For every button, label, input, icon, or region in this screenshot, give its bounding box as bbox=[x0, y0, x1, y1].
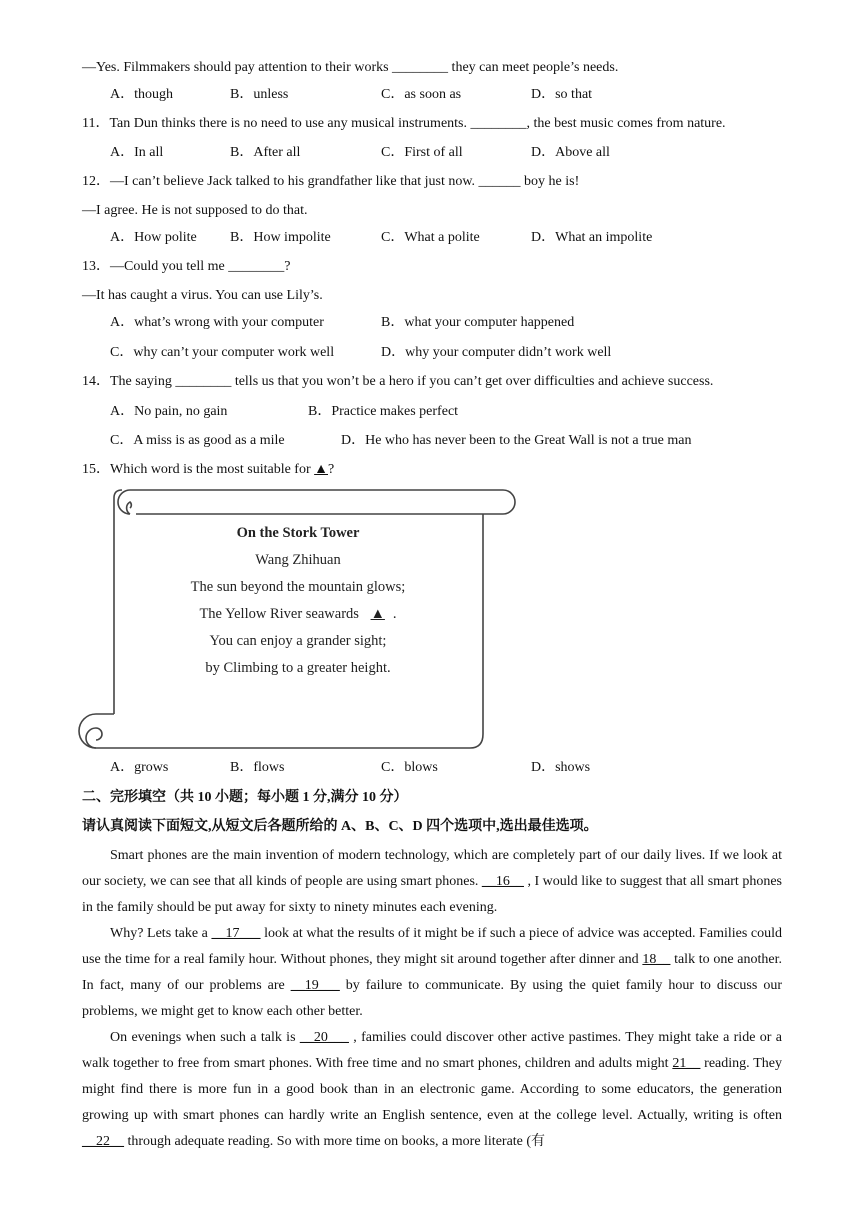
q12-reply: —I agree. He is not supposed to do that. bbox=[82, 203, 308, 218]
q11-option-c: C．First of all bbox=[381, 145, 463, 160]
p3-text-b: , families could discover other active pastimes. They might take a ride or a walk together to free from smart phones. With free time and no smart phones, children and adults might bbox=[82, 1030, 782, 1071]
q14-option-a: A．No pain, no gain bbox=[110, 404, 228, 419]
q13-option-c: C．why can’t your computer work well bbox=[110, 345, 335, 360]
q11-stem: 11．Tan Dun thinks there is no need to use any musical instruments. ________, the best music comes from nature. bbox=[82, 116, 726, 131]
q15-option-c: C．blows bbox=[381, 760, 438, 775]
poem-line-1: The sun beyond the mountain glows; bbox=[190, 579, 406, 595]
blank-18: 18__ bbox=[642, 952, 671, 967]
q10-stem: —Yes. Filmmakers should pay attention to their works ________ they can meet people’s needs. bbox=[82, 60, 619, 75]
q15-option-a: A．grows bbox=[110, 760, 169, 775]
q13-stem: 13．—Could you tell me ________? bbox=[82, 259, 291, 274]
q13-option-b: B．what your computer happened bbox=[381, 315, 575, 330]
poem-line-2-end: . bbox=[392, 606, 397, 622]
q13-option-a: A．what’s wrong with your computer bbox=[110, 315, 324, 330]
blank-16: __16__ bbox=[481, 874, 524, 889]
q15-stem bbox=[82, 461, 334, 479]
q15-blank-marker: ▲ bbox=[314, 462, 328, 477]
q12-option-a: A．How polite bbox=[110, 230, 197, 245]
q12-stem: 12．—I can’t believe Jack talked to his grandfather like that just now. ______ boy he is! bbox=[82, 174, 580, 189]
poem-panel bbox=[115, 520, 481, 682]
blank-17: __17___ bbox=[211, 926, 261, 941]
p3-text-d: through adequate reading. So with more time on books, a more literate (有 bbox=[124, 1134, 546, 1149]
q14-option-b: B．Practice makes perfect bbox=[308, 404, 459, 419]
blank-20: __20___ bbox=[299, 1030, 349, 1045]
q15-stem-text: 15．Which word is the most suitable for bbox=[82, 462, 315, 477]
q15-option-b: B．flows bbox=[230, 760, 285, 775]
p2-text-a: Why? Lets take a bbox=[110, 926, 212, 941]
p1-text-b: , I would like to suggest that all smart phones in the family should be put away for sixty to ninety minutes each evening. bbox=[82, 874, 782, 915]
q10-option-b: B．unless bbox=[230, 87, 289, 102]
p1-text-a: Smart phones are the main invention of modern technology, which are completely part of our daily lives. If we look at our society, we can see that all kinds of people are using smart phones. bbox=[82, 848, 782, 889]
p2-text-b: look at what the results of it might be if such a piece of advice was accepted. Families could use the time for a real family hour. Without phones, they might sit around together after dinner and bbox=[82, 926, 783, 967]
blank-22: __22__ bbox=[82, 1134, 124, 1149]
q10-option-c: C．as soon as bbox=[381, 87, 462, 102]
poem-line-2 bbox=[115, 601, 481, 628]
q13-reply: —It has caught a virus. You can use Lily’s. bbox=[82, 288, 323, 303]
section-instruction: 请认真阅读下面短文,从短文后各题所给的 A、B、C、D 四个选项中,选出最佳选项。 bbox=[82, 819, 598, 834]
q12-option-c: C．What a polite bbox=[381, 230, 480, 245]
q10-option-d: D．so that bbox=[531, 87, 593, 102]
q14-stem: 14．The saying ________ tells us that you won’t be a hero if you can’t get over difficulties and achieve success. bbox=[82, 374, 714, 389]
p3-text-c: reading. They might find there is more fun in a good book than in an electronic game. According to some educators, the generation growing up with smart phones can hardly write an English sentence, even at the college level. Actually, writing is often bbox=[82, 1056, 782, 1123]
q11-option-b: B．After all bbox=[230, 145, 301, 160]
poem-blank-marker: ▲ bbox=[370, 606, 385, 622]
q13-option-d: D．why your computer didn’t work well bbox=[381, 345, 612, 360]
p2-text-c: talk to one another. In fact, many of our problems are bbox=[82, 952, 782, 993]
poem-title: On the Stork Tower bbox=[236, 525, 360, 541]
q15-option-d: D．shows bbox=[531, 760, 591, 775]
q14-option-c: C．A miss is as good as a mile bbox=[110, 433, 285, 448]
passage-paragraph-1 bbox=[82, 843, 782, 921]
q15-stem-end: ? bbox=[328, 462, 335, 477]
p2-text-d: by failure to communicate. By using the quiet family hour to discuss our problems, we might get to know each other better. bbox=[82, 978, 782, 1019]
poem-line-4: by Climbing to a greater height. bbox=[205, 660, 391, 676]
blank-19: __19___ bbox=[290, 978, 340, 993]
q14-option-d: D．He who has never been to the Great Wall is not a true man bbox=[341, 433, 692, 448]
poem-line-3: You can enjoy a grander sight; bbox=[209, 633, 387, 649]
q12-option-d: D．What an impolite bbox=[531, 230, 653, 245]
blank-21: 21__ bbox=[672, 1056, 701, 1071]
q11-option-d: D．Above all bbox=[531, 145, 610, 160]
poem-line-2-text: The Yellow River seawards bbox=[199, 606, 363, 622]
q10-option-a: A．though bbox=[110, 87, 173, 102]
passage-paragraph-3 bbox=[82, 1025, 782, 1155]
p3-text-a: On evenings when such a talk is bbox=[110, 1030, 300, 1045]
passage-paragraph-2 bbox=[82, 921, 782, 1025]
q12-option-b: B．How impolite bbox=[230, 230, 331, 245]
q11-option-a: A．In all bbox=[110, 145, 164, 160]
section-heading: 二、完形填空（共 10 小题；每小题 1 分,满分 10 分） bbox=[82, 790, 408, 805]
poem-author: Wang Zhihuan bbox=[255, 552, 341, 568]
